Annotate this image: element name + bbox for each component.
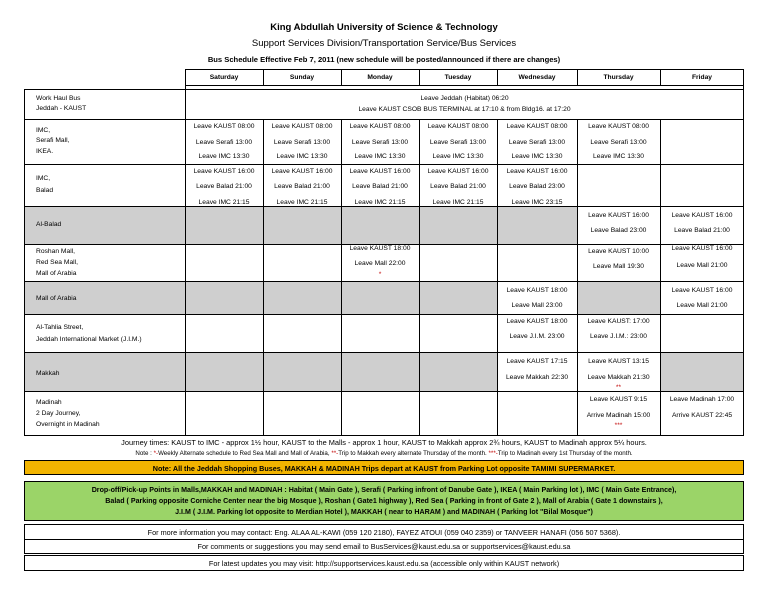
- route-label-imc: IMC,: [36, 127, 51, 134]
- imc-balad-leave-balad: Leave Balad 21:00: [430, 183, 486, 190]
- roshan-mon-footnote-mark: *: [378, 271, 382, 278]
- email-info: For comments or suggestions you may send email to BusServices@kaust.edu.sa or supportservices@kaust.edu.sa: [197, 542, 571, 551]
- route-label-overnight: Overnight in Madinah: [36, 421, 100, 428]
- al-balad-thu-leave: Leave KAUST 16:00: [588, 212, 649, 219]
- imc-serafi-leave-serafi: Leave Serafi 13:00: [429, 139, 487, 146]
- al-balad-fri-return: Leave Balad 21:00: [674, 227, 730, 234]
- table-grid-line: [24, 435, 744, 436]
- makkah-thu-footnote-mark: **: [615, 384, 622, 391]
- imc-balad-leave-kaust: Leave KAUST 16:00: [349, 168, 411, 175]
- table-grid-line: [660, 69, 661, 85]
- imc-balad-leave-imc: Leave IMC 23:15: [511, 199, 563, 206]
- table-grid-line: [660, 119, 661, 435]
- roshan-fri-leave: Leave KAUST 16:00: [671, 245, 733, 252]
- updates-info: For latest updates you may visit: http://supportservices.kaust.edu.sa (accessible only within KAUST network): [208, 559, 560, 568]
- mall-arabia-fri-return: Leave Mall 21:00: [676, 302, 728, 309]
- al-balad-thu-return: Leave Balad 23:00: [590, 227, 647, 234]
- imc-serafi-leave-serafi: Leave Serafi 13:00: [590, 139, 647, 146]
- madinah-thu-leave: Leave KAUST 9:15: [589, 396, 648, 403]
- day-header-tuesday: Tuesday: [444, 74, 472, 81]
- route-label-mall-of-arabia: Mall of Arabia: [36, 295, 77, 302]
- note-a-mark: *-: [153, 450, 159, 457]
- email-box: [24, 540, 744, 554]
- route-label-jeddah-kaust: Jeddah - KAUST: [36, 105, 87, 112]
- table-grid-line: [419, 119, 420, 435]
- departure-point-note-box: [24, 460, 744, 475]
- route-label-tahlia: Al-Tahlia Street,: [36, 324, 84, 331]
- imc-serafi-leave-imc: Leave IMC 13:30: [593, 153, 644, 160]
- contact-box: [24, 524, 744, 540]
- day-header-monday: Monday: [367, 74, 393, 81]
- tahlia-wed-return: Leave J.I.M. 23:00: [509, 333, 565, 340]
- table-grid-line: [24, 119, 744, 120]
- work-haul-return: Leave KAUST CSOB BUS TERMINAL at 17:10 & from Bldg16. at 17:20: [358, 106, 571, 113]
- makkah-wed-return: Leave Makkah 22:30: [505, 374, 569, 381]
- table-grid-line: [497, 119, 498, 435]
- route-label-mall-of-arabia: Mall of Arabia: [36, 270, 77, 277]
- table-grid-line: [263, 119, 264, 435]
- tahlia-thu-leave: Leave KAUST: 17:00: [587, 318, 650, 325]
- table-grid-line: [24, 314, 744, 315]
- table-grid-line: [577, 69, 578, 85]
- makkah-wed-leave: Leave KAUST 17:15: [506, 358, 568, 365]
- shaded-row-background: [24, 281, 744, 314]
- imc-serafi-leave-kaust: Leave KAUST 08:00: [427, 123, 489, 130]
- table-grid-line: [743, 69, 744, 435]
- imc-serafi-leave-kaust: Leave KAUST 08:00: [271, 123, 333, 130]
- imc-balad-leave-imc: Leave IMC 21:15: [276, 199, 328, 206]
- imc-balad-leave-kaust: Leave KAUST 16:00: [193, 168, 255, 175]
- tahlia-wed-leave: Leave KAUST 18:00: [506, 318, 568, 325]
- route-label-balad: Balad: [36, 187, 54, 194]
- imc-balad-leave-kaust: Leave KAUST 16:00: [506, 168, 568, 175]
- table-grid-line: [263, 69, 264, 85]
- imc-balad-leave-kaust: Leave KAUST 16:00: [271, 168, 333, 175]
- imc-balad-leave-imc: Leave IMC 21:15: [354, 199, 406, 206]
- imc-balad-leave-balad: Leave Balad 23:00: [509, 183, 565, 190]
- drop-off-points-line-3: J.I.M ( J.I.M. Parking lot opposite to Merdian Hotel ), MAKKAH ( near to HARAM ) and MADINAH ( Parking lot "Bilal Mosque"): [175, 508, 593, 516]
- imc-serafi-leave-serafi: Leave Serafi 13:00: [273, 139, 331, 146]
- table-grid-line: [24, 89, 744, 90]
- imc-serafi-leave-serafi: Leave Serafi 13:00: [195, 139, 253, 146]
- table-grid-line: [341, 119, 342, 435]
- mall-arabia-wed-return: Leave Mall 23:00: [511, 302, 563, 309]
- schedule-effective-note: Bus Schedule Effective Feb 7, 2011 (new schedule will be posted/announced if there are changes): [207, 55, 561, 64]
- updates-box: [24, 555, 744, 571]
- note-b-mark: **-: [331, 450, 339, 457]
- table-grid-line: [185, 85, 744, 86]
- day-header-wednesday: Wednesday: [518, 74, 556, 81]
- imc-serafi-leave-kaust: Leave KAUST 08:00: [349, 123, 411, 130]
- al-balad-fri-leave: Leave KAUST 16:00: [671, 212, 733, 219]
- imc-serafi-leave-imc: Leave IMC 13:30: [354, 153, 406, 160]
- note-b: Trip to Makkah every alternate Thursday of the month.: [338, 450, 489, 457]
- imc-serafi-leave-kaust: Leave KAUST 08:00: [588, 123, 649, 130]
- makkah-thu-return: Leave Makkah 21:30: [587, 374, 650, 381]
- note-c-mark: ***-: [488, 450, 498, 457]
- table-grid-line: [24, 391, 744, 392]
- table-grid-line: [341, 69, 342, 85]
- route-label-ikea: IKEA.: [36, 148, 54, 155]
- mall-arabia-wed-leave: Leave KAUST 18:00: [506, 287, 568, 294]
- note-a: Weekly Alternate schedule to Red Sea Mall and Mall of Arabia,: [158, 450, 332, 457]
- university-title: King Abdullah University of Science & Technology: [270, 22, 498, 33]
- roshan-mon-return: Leave Mall 22:00: [354, 260, 406, 267]
- route-label-red-sea: Red Sea Mall,: [36, 259, 79, 266]
- roshan-fri-return: Leave Mall 21:00: [676, 262, 728, 269]
- imc-serafi-leave-imc: Leave IMC 13:30: [276, 153, 328, 160]
- tahlia-thu-return: Leave J.I.M.: 23:00: [590, 333, 647, 340]
- route-label-jim: Jeddah International Market (J.I.M.): [36, 336, 142, 343]
- table-grid-line: [185, 69, 186, 435]
- table-grid-line: [24, 281, 744, 282]
- contact-info: For more information you may contact: Eng. ALAA AL-KAWI (059 120 2180), FAYEZ ATOUI (059 040 2359) or TANVEER HANAFI (056 507 5368).: [147, 528, 621, 537]
- note-prefix: Note :: [135, 450, 154, 457]
- imc-balad-leave-imc: Leave IMC 21:15: [198, 199, 250, 206]
- work-haul-departure: Leave Jeddah (Habitat) 06:20: [420, 95, 509, 102]
- table-grid-line: [24, 244, 744, 245]
- day-header-thursday: Thursday: [603, 74, 634, 81]
- division-subtitle: Support Services Division/Transportation Service/Bus Services: [251, 38, 517, 49]
- imc-serafi-leave-kaust: Leave KAUST 08:00: [506, 123, 568, 130]
- route-label-work-haul: Work Haul Bus: [36, 95, 81, 102]
- madinah-thu-arrive: Arrive Madinah 15:00: [586, 412, 651, 419]
- note-c: Trip to Madinah every 1st Thursday of the month.: [497, 450, 633, 457]
- route-label-roshan: Roshan Mall,: [36, 248, 76, 255]
- imc-serafi-leave-serafi: Leave Serafi 13:00: [508, 139, 566, 146]
- roshan-mon-leave: Leave KAUST 18:00: [349, 245, 411, 252]
- table-grid-line: [419, 69, 420, 85]
- roshan-thu-return: Leave Mall 19:30: [593, 263, 644, 270]
- table-grid-line: [24, 206, 744, 207]
- route-label-al-balad: Al-Balad: [36, 221, 62, 228]
- departure-point-note: Note: All the Jeddah Shopping Buses, MAKKAH & MADINAH Trips depart at KAUST from Parking Lot opposite TAMIMI SUPERMARKET.: [152, 464, 616, 473]
- journey-times: Journey times: KAUST to IMC - approx 1½ hour, KAUST to the Malls - approx 1 hour, KAUST to Makkah approx 2¾ hours, KAUST to Madinah approx 5¼ hours.: [121, 438, 647, 447]
- imc-serafi-leave-serafi: Leave Serafi 13:00: [351, 139, 409, 146]
- makkah-thu-leave: Leave KAUST 13:15: [588, 358, 649, 365]
- table-grid-line: [577, 119, 578, 435]
- route-label-serafi: Serafi Mall,: [36, 137, 70, 144]
- imc-balad-leave-balad: Leave Balad 21:00: [352, 183, 408, 190]
- imc-balad-leave-balad: Leave Balad 21:00: [196, 183, 252, 190]
- roshan-thu-leave: Leave KAUST 10:00: [588, 248, 649, 255]
- route-label-imc: IMC,: [36, 175, 51, 182]
- imc-serafi-leave-imc: Leave IMC 13:30: [198, 153, 250, 160]
- mall-arabia-fri-leave: Leave KAUST 16:00: [671, 287, 733, 294]
- madinah-fri-arrive: Arrive KAUST 22:45: [671, 412, 733, 419]
- drop-off-points-line-2: Balad ( Parking opposite Corniche Center near the big Mosque ), Roshan ( Gate1 highway ), Red Sea ( Parking in front of Gate 2 ), Mall of Arabia ( Gate 1 downstairs ),: [105, 497, 663, 505]
- drop-off-points-box: [24, 481, 744, 521]
- imc-serafi-leave-imc: Leave IMC 13:30: [511, 153, 563, 160]
- route-label-makkah: Makkah: [36, 370, 60, 377]
- day-header-sunday: Sunday: [289, 74, 315, 81]
- imc-serafi-leave-imc: Leave IMC 13:30: [432, 153, 484, 160]
- madinah-fri-leave: Leave Madinah 17:00: [669, 396, 735, 403]
- madinah-thu-footnote-mark: ***: [614, 422, 623, 429]
- imc-balad-leave-imc: Leave IMC 21:15: [432, 199, 484, 206]
- footnotes: [24, 450, 744, 457]
- imc-balad-leave-balad: Leave Balad 21:00: [274, 183, 330, 190]
- route-label-two-day: 2 Day Journey,: [36, 410, 81, 417]
- drop-off-points-line-1: Drop-off/Pick-up Points in Malls,MAKKAH and MADINAH : Habitat ( Main Gate ), Serafi ( Parking infront of Danube Gate ), IKEA ( Main Parking lot ), IMC ( Main Gate Entrance),: [91, 486, 677, 494]
- route-label-madinah: Madinah: [36, 399, 62, 406]
- day-header-saturday: Saturday: [209, 74, 239, 81]
- table-grid-line: [24, 352, 744, 353]
- table-grid-line: [497, 69, 498, 85]
- imc-balad-leave-kaust: Leave KAUST 16:00: [427, 168, 489, 175]
- day-header-friday: Friday: [691, 74, 713, 81]
- table-grid-line: [24, 89, 25, 435]
- table-grid-line: [24, 164, 744, 165]
- imc-serafi-leave-kaust: Leave KAUST 08:00: [193, 123, 255, 130]
